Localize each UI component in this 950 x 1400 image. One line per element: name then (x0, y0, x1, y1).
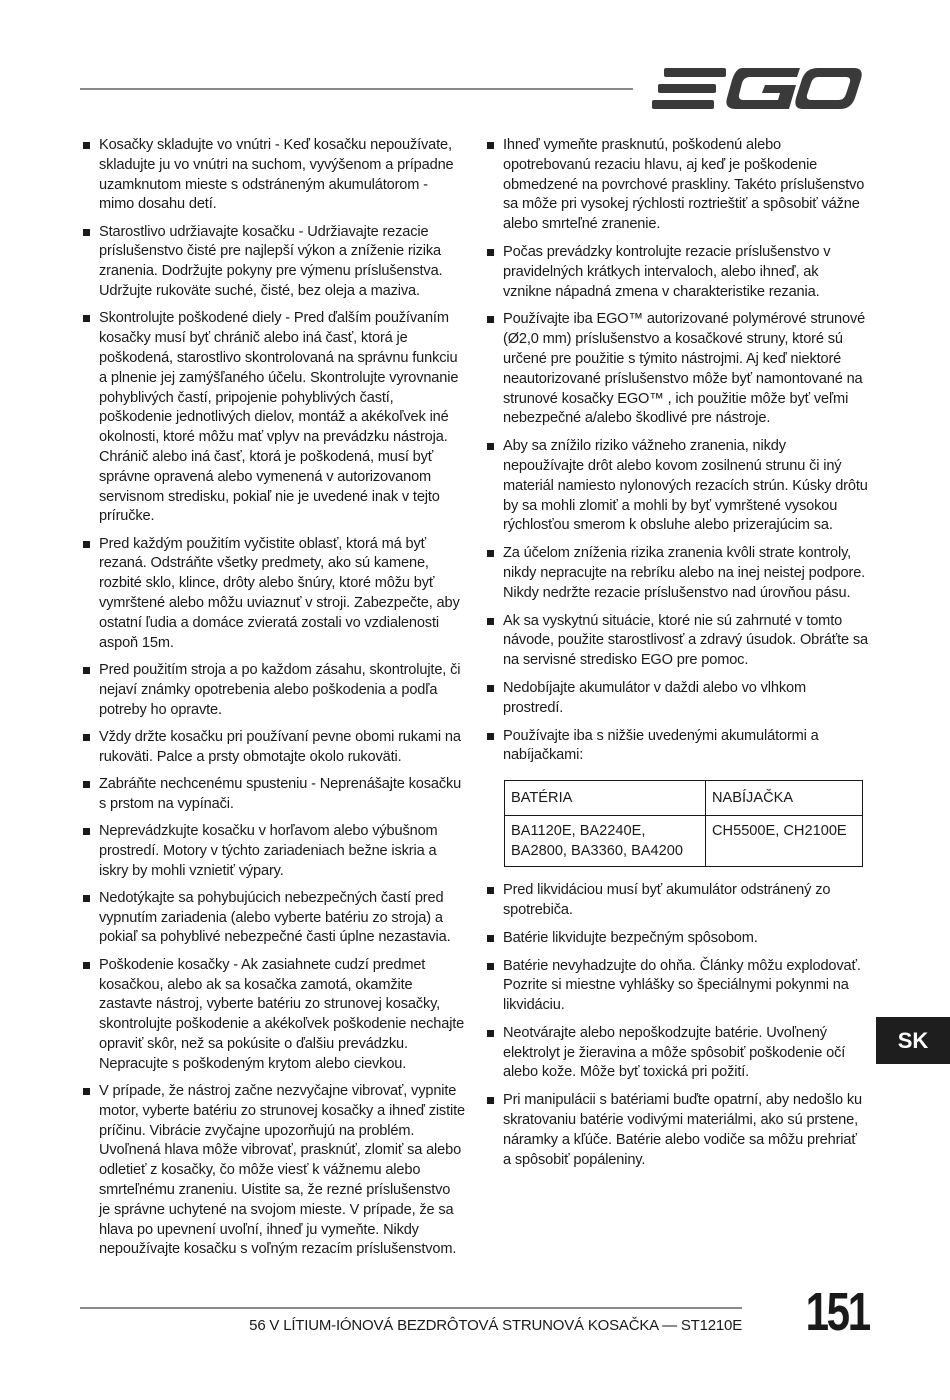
language-tab: SK (876, 1017, 950, 1064)
list-item (80, 956, 465, 1075)
list-item (80, 1082, 465, 1260)
list-item-text: Nedobíjajte akumulátor v daždi alebo vo vlhkom prostredí. (503, 679, 806, 716)
list-item-text: Starostlivo udržiavajte kosačku - Udržiavajte rezacie príslušenstvo čisté pre najlepší výkon a zníženie rizika zranenia. Dodržujte pokyny pre výmenu príslušenstva. Udržujte rukoväte suché, čisté, bez oleja a maziva. (99, 223, 443, 300)
table-header-battery: BATÉRIA (505, 781, 706, 816)
left-bullet-list (80, 136, 465, 1260)
list-item (484, 136, 868, 235)
right-column (484, 136, 868, 1178)
list-item (80, 661, 465, 720)
list-item-text: Nedotýkajte sa pohybujúcich nebezpečných častí pred vypnutím zariadenia (alebo vyberte batériu zo stroja) a pokiaľ sa pohyblivé nebezpečné časti úplne nezastavia. (99, 889, 451, 946)
bullet-icon (83, 667, 90, 674)
battery-charger-table (504, 780, 863, 867)
page-number: 151 (805, 1282, 869, 1342)
list-item-text: Ihneď vymeňte prasknutú, poškodenú alebo opotrebovanú rezaciu hlavu, aj keď je poškodenie obmedzené na povrchové praskliny. Takéto príslušenstvo sa môže pri vysokej rýchlosti roztrieštiť a spôsobiť vážne alebo smrteľné zranenie. (503, 137, 865, 233)
list-item (484, 1091, 868, 1170)
bullet-icon (487, 963, 494, 970)
bullet-icon (487, 685, 494, 692)
list-item (80, 136, 465, 215)
list-item (484, 544, 868, 603)
list-item (80, 889, 465, 948)
list-item-text: Počas prevádzky kontrolujte rezacie príslušenstvo v pravidelných krátkych intervaloch, alebo ihneď, ak vznikne nápadná zmena v charakteristike rezania. (503, 243, 831, 300)
list-item-text: Pred použitím stroja a po každom zásahu, skontrolujte, či nejaví známky opotrebenia alebo poškodenia a podľa potreby ho opravte. (99, 661, 461, 718)
ego-logo (650, 66, 862, 112)
bullet-icon (487, 1097, 494, 1104)
bullet-icon (83, 315, 90, 322)
list-item (484, 881, 868, 921)
list-item-text: Pri manipulácii s batériami buďte opatrní, aby nedošlo ku skratovaniu batérie vodivými materiálmi, ako sú prstene, náramky a kľúče. Batérie alebo vodiče sa môžu prehriať a spôsobiť popáleniny. (503, 1092, 862, 1168)
right-bullet-list-top (484, 136, 868, 766)
footer-rule (80, 1307, 742, 1309)
list-item (484, 310, 868, 429)
list-item (484, 929, 868, 949)
list-item (80, 728, 465, 768)
list-item-text: Kosačky skladujte vo vnútri - Keď kosačku nepoužívate, skladujte ju vo vnútri na suchom, vyvýšenom a prípadne uzamknutom mieste s odstráneným akumulátorom - mimo dosahu detí. (99, 137, 454, 213)
list-item-text: Pred každým použitím vyčistite oblasť, ktorá má byť rezaná. Odstráňte všetky predmety, ako sú kamene, rozbité sklo, klince, drôty alebo šnúry, ktoré môžu byť vymrštené alebo môžu uviaznuť v stroji. Zabezpečte, aby ostatní ľudia a domáce zvieratá zostali vo vzdialenosti aspoň 15m. (99, 535, 460, 651)
bullet-icon (83, 541, 90, 548)
list-item (80, 223, 465, 302)
bullet-icon (487, 249, 494, 256)
bullet-icon (487, 1030, 494, 1037)
list-item-text: Za účelom zníženia rizika zranenia kvôli strate kontroly, nikdy nepracujte na rebríku alebo na inej neistej podpore. Nikdy nedržte rezacie príslušenstvo nad úrovňou pásu. (503, 545, 866, 601)
list-item (484, 612, 868, 671)
bullet-icon (83, 895, 90, 902)
list-item (484, 437, 868, 536)
footer-title: 56 V LÍTIUM-IÓNOVÁ BEZDRÔTOVÁ STRUNOVÁ KOSAČKA — ST1210E (249, 1317, 742, 1334)
list-item-text: Používajte iba EGO™ autorizované polymérové strunové (Ø2,0 mm) príslušenstvo a kosačkové struny, ktoré sú určené pre použitie s týmito nástrojmi. Aj keď niektoré neautorizované príslušenstvo môže byť namontované na strunové kosačky EGO™ , ich použitie môže byť veľmi nebezpečné a/alebo škodlivé pre nástroje. (503, 311, 866, 427)
right-bullet-list-bottom (484, 881, 868, 1170)
table-header-charger: NABÍJAČKA (706, 781, 863, 816)
list-item-text: Batérie nevyhadzujte do ohňa. Články môžu explodovať. Pozrite si miestne vyhlášky so špeciálnymi pokynmi na likvidáciu. (503, 957, 861, 1014)
list-item-text: Používajte iba s nižšie uvedenými akumulátormi a nabíjačkami: (503, 727, 819, 764)
list-item (484, 957, 868, 1016)
list-item (80, 535, 465, 654)
list-item-text: V prípade, že nástroj začne nezvyčajne vibrovať, vypnite motor, vyberte batériu zo strunovej kosačky a ihneď zistite príčinu. Vibrácie zvyčajne upozorňujú na problém. Uvoľnená hlava môže vibrovať, prasknúť, zlomiť sa alebo odletieť z kosačky, čo môže viesť k vážnemu alebo smrteľnému zraneniu. Uistite sa, že rezné príslušenstvo je správne uchytené na svojom mieste. V prípade, že sa hlava po upevnení uvoľní, ihneď ju vymeňte. Nikdy nepoužívajte kosačku s voľným rezacím príslušenstvom. (99, 1083, 465, 1258)
list-item-text: Pred likvidáciou musí byť akumulátor odstránený zo spotrebiča. (503, 882, 831, 918)
list-item-text: Batérie likvidujte bezpečným spôsobom. (503, 929, 758, 946)
bullet-icon (83, 781, 90, 788)
table-row (505, 816, 863, 867)
bullet-icon (83, 1088, 90, 1095)
list-item-text: Neotvárajte alebo nepoškodzujte batérie. Uvoľnený elektrolyt je žieravina a môže spôsobiť poškodenie očí alebo kože. Môže byť toxická pri požití. (503, 1024, 846, 1081)
list-item-text: Aby sa znížilo riziko vážneho zranenia, nikdy nepoužívajte drôt alebo kovom zosilnenú strunu či iný materiál namiesto nylonových rezacích strún. Kúsky drôtu by sa mohli zlomiť a mohli by byť vymrštené vysokou rýchlosťou smerom k obsluhe alebo prizerajúcim sa. (503, 438, 868, 534)
bullet-icon (487, 618, 494, 625)
bullet-icon (487, 443, 494, 450)
table-cell-chargers: CH5500E, CH2100E (706, 816, 863, 867)
bullet-icon (83, 734, 90, 741)
bullet-icon (83, 828, 90, 835)
bullet-icon (487, 142, 494, 149)
bullet-icon (487, 935, 494, 942)
list-item (484, 243, 868, 302)
list-item (484, 1024, 868, 1083)
bullet-icon (487, 316, 494, 323)
list-item (80, 775, 465, 815)
list-item-text: Skontrolujte poškodené diely - Pred ďalším používaním kosačky musí byť chránič alebo iná časť, ktorá je poškodená, starostlivo skontrolovaná na správnu funkciu a plnenie jej zamýšľaného účelu. Skontrolujte vyrovnanie pohyblivých častí, pripojenie pohyblivých častí, poškodenie jednotlivých dielov, montáž a akékoľvek iné okolnosti, ktoré môžu mať vplyv na prevádzku nástroja. Chránič alebo iná časť, ktorá je poškodená, musí byť správne opravená alebo vymenená v autorizovanom servisnom stredisku, pokiaľ nie je uvedené inak v tejto príručke. (99, 310, 459, 525)
list-item-text: Ak sa vyskytnú situácie, ktoré nie sú zahrnuté v tomto návode, použite starostlivosť a zdravý úsudok. Obráťte sa na servisné stredisko EGO pre pomoc. (503, 612, 869, 669)
list-item (80, 822, 465, 881)
table-cell-batteries: BA1120E, BA2240E, BA2800, BA3360, BA4200 (505, 816, 706, 867)
list-item (484, 679, 868, 719)
bullet-icon (83, 142, 90, 149)
list-item-text: Vždy držte kosačku pri používaní pevne obomi rukami na rukoväti. Palce a prsty obmotajte okolo rukoväti. (99, 728, 461, 765)
bullet-icon (487, 550, 494, 557)
bullet-icon (487, 887, 494, 894)
header-rule (80, 88, 633, 90)
bullet-icon (83, 229, 90, 236)
list-item (484, 727, 868, 767)
bullet-icon (487, 733, 494, 740)
left-column (80, 136, 465, 1268)
table-header-row (505, 781, 863, 816)
list-item (80, 309, 465, 527)
bullet-icon (83, 962, 90, 969)
list-item-text: Poškodenie kosačky - Ak zasiahnete cudzí predmet kosačkou, alebo ak sa kosačka zamotá, okamžite zastavte nástroj, vyberte batériu zo strunovej kosačky, skontrolujte poškodenie a akékoľvek poškodenie nechajte opraviť skôr, než sa pokúsite o ďalšiu prevádzku. Nepracujte s poškodeným krytom alebo cievkou. (99, 956, 465, 1072)
list-item-text: Zabráňte nechcenému spusteniu - Neprenášajte kosačku s prstom na vypínači. (99, 775, 462, 812)
list-item-text: Neprevádzkujte kosačku v horľavom alebo výbušnom prostredí. Motory v týchto zariadeniach bežne iskria a iskry by mohli vznietiť výpary. (99, 823, 438, 879)
